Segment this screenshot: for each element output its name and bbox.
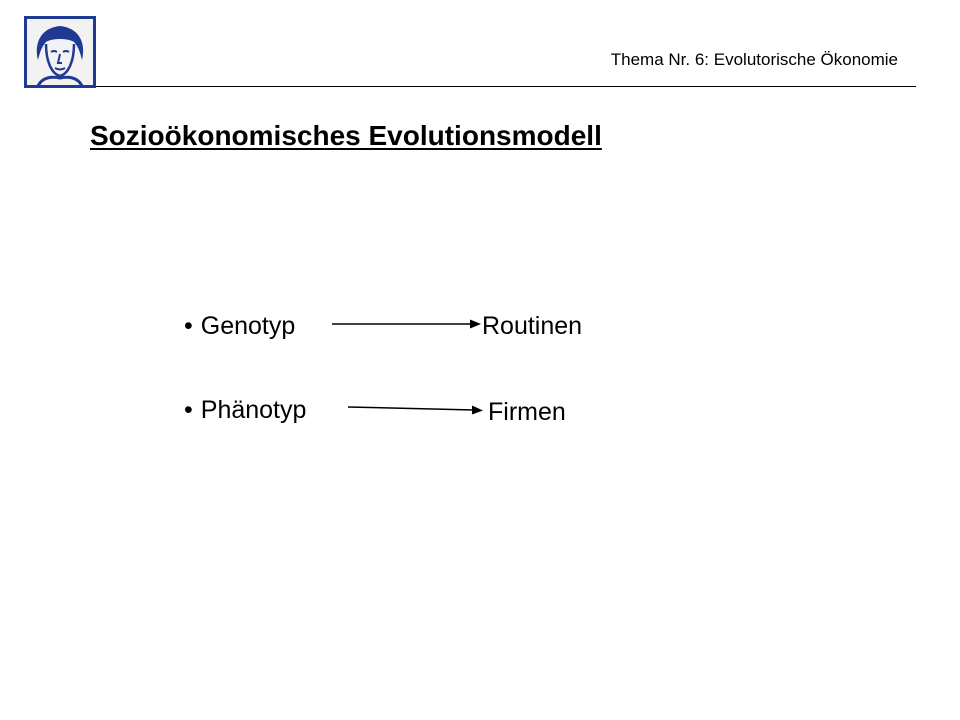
mapping-target-routinen: Routinen [482, 312, 583, 340]
source-label: Phänotyp [200, 396, 307, 424]
bullet: • [184, 396, 193, 424]
source-label: Genotyp [200, 312, 296, 340]
mapping-source-phaenotyp [184, 396, 306, 425]
arrow-genotyp-routinen-icon [332, 320, 481, 329]
slide-title: Sozioökonomisches Evolutionsmodell [90, 120, 602, 151]
arrow-phaenotyp-firmen-icon [348, 406, 483, 415]
portrait-seal-icon [24, 16, 96, 88]
header-topic: Thema Nr. 6: Evolutorische Ökonomie [610, 50, 898, 69]
mapping-target-firmen: Firmen [488, 398, 566, 426]
mapping-source-genotyp [184, 312, 295, 341]
bullet: • [184, 312, 193, 340]
header-divider [96, 86, 916, 87]
